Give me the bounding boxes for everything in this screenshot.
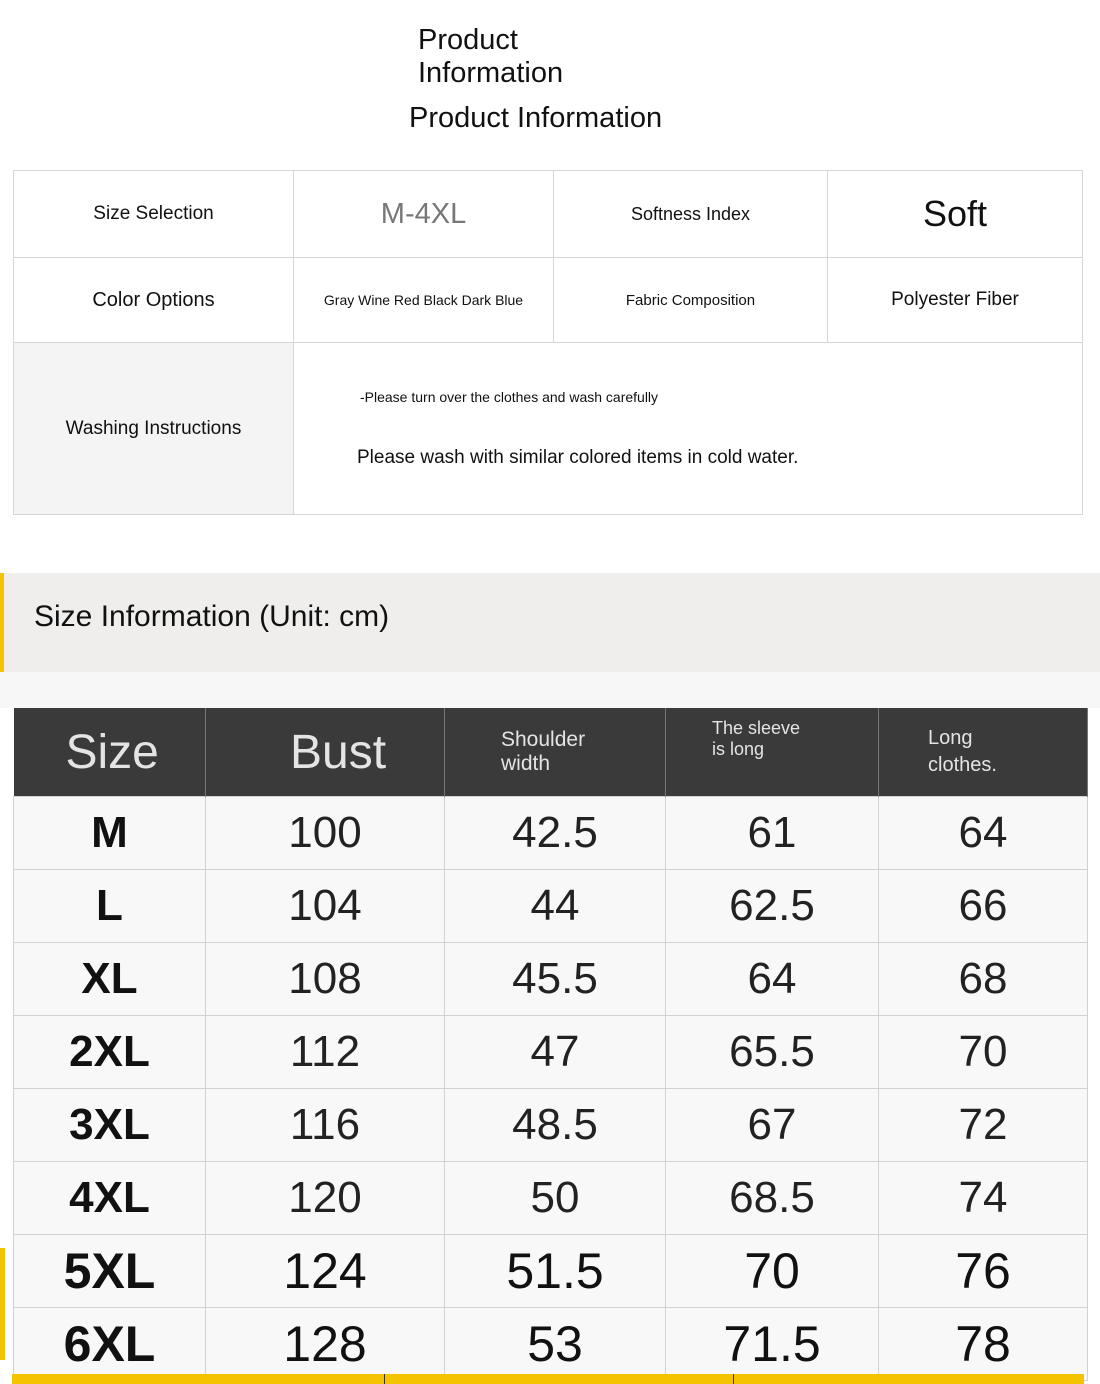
footer-bar [12, 1374, 1084, 1384]
size-cell: XL [14, 943, 206, 1016]
size-cell: 4XL [14, 1162, 206, 1235]
measurement-cell: 72 [879, 1089, 1088, 1162]
table-row [14, 1308, 1088, 1381]
size-selection-value: M-4XL [293, 170, 554, 258]
column-header: Bust [206, 708, 445, 797]
washing-line-2: Please wash with similar colored items in cold water. [357, 447, 799, 468]
column-header: Size [14, 708, 206, 797]
measurement-cell: 65.5 [666, 1016, 879, 1089]
measurement-cell: 100 [206, 797, 445, 870]
measurement-cell: 78 [879, 1308, 1088, 1381]
table-row [14, 1235, 1088, 1308]
footer-divider [733, 1374, 734, 1384]
softness-label: Softness Index [553, 170, 828, 258]
measurement-cell: 68.5 [666, 1162, 879, 1235]
column-header: Long clothes. [879, 708, 1088, 797]
measurement-cell: 70 [879, 1016, 1088, 1089]
color-options-label: Color Options [13, 257, 294, 343]
measurement-cell: 50 [445, 1162, 666, 1235]
measurement-cell: 53 [445, 1308, 666, 1381]
size-selection-label: Size Selection [13, 170, 294, 258]
measurement-cell: 64 [879, 797, 1088, 870]
measurement-cell: 45.5 [445, 943, 666, 1016]
table-row [14, 797, 1088, 870]
measurement-cell: 66 [879, 870, 1088, 943]
title-small: Product Information [418, 24, 564, 89]
size-cell: 2XL [14, 1016, 206, 1089]
washing-value [293, 342, 1083, 515]
measurement-cell: 74 [879, 1162, 1088, 1235]
footer-divider [384, 1374, 385, 1384]
measurement-cell: 128 [206, 1308, 445, 1381]
table-row [14, 943, 1088, 1016]
table-row [14, 1162, 1088, 1235]
measurement-cell: 76 [879, 1235, 1088, 1308]
size-cell: 6XL [14, 1308, 206, 1381]
measurement-cell: 104 [206, 870, 445, 943]
measurement-cell: 112 [206, 1016, 445, 1089]
column-header: Shoulder width [445, 708, 666, 797]
table-row [14, 1089, 1088, 1162]
measurement-cell: 61 [666, 797, 879, 870]
measurement-cell: 51.5 [445, 1235, 666, 1308]
measurement-cell: 42.5 [445, 797, 666, 870]
page-title: Product Information [409, 102, 663, 134]
measurement-cell: 120 [206, 1162, 445, 1235]
size-info-title: Size Information (Unit: cm) [34, 600, 390, 633]
color-options-value: Gray Wine Red Black Dark Blue [293, 257, 554, 343]
measurement-cell: 67 [666, 1089, 879, 1162]
softness-value: Soft [827, 170, 1083, 258]
size-cell: 3XL [14, 1089, 206, 1162]
fabric-label: Fabric Composition [553, 257, 828, 343]
size-cell: M [14, 797, 206, 870]
washing-line-1: -Please turn over the clothes and wash carefully [360, 389, 659, 405]
fabric-value: Polyester Fiber [827, 257, 1083, 343]
table-row [14, 870, 1088, 943]
measurement-cell: 116 [206, 1089, 445, 1162]
measurement-cell: 68 [879, 943, 1088, 1016]
washing-label: Washing Instructions [13, 342, 294, 515]
measurement-cell: 70 [666, 1235, 879, 1308]
measurement-cell: 47 [445, 1016, 666, 1089]
measurement-cell: 62.5 [666, 870, 879, 943]
measurement-cell: 44 [445, 870, 666, 943]
size-table [13, 708, 1088, 1381]
spacer [0, 672, 1100, 708]
column-header: The sleeve is long [666, 708, 879, 797]
measurement-cell: 71.5 [666, 1308, 879, 1381]
measurement-cell: 124 [206, 1235, 445, 1308]
table-row [14, 1016, 1088, 1089]
measurement-cell: 108 [206, 943, 445, 1016]
accent-bar-left [0, 1248, 5, 1360]
size-cell: 5XL [14, 1235, 206, 1308]
size-cell: L [14, 870, 206, 943]
measurement-cell: 48.5 [445, 1089, 666, 1162]
accent-bar [0, 573, 4, 672]
measurement-cell: 64 [666, 943, 879, 1016]
